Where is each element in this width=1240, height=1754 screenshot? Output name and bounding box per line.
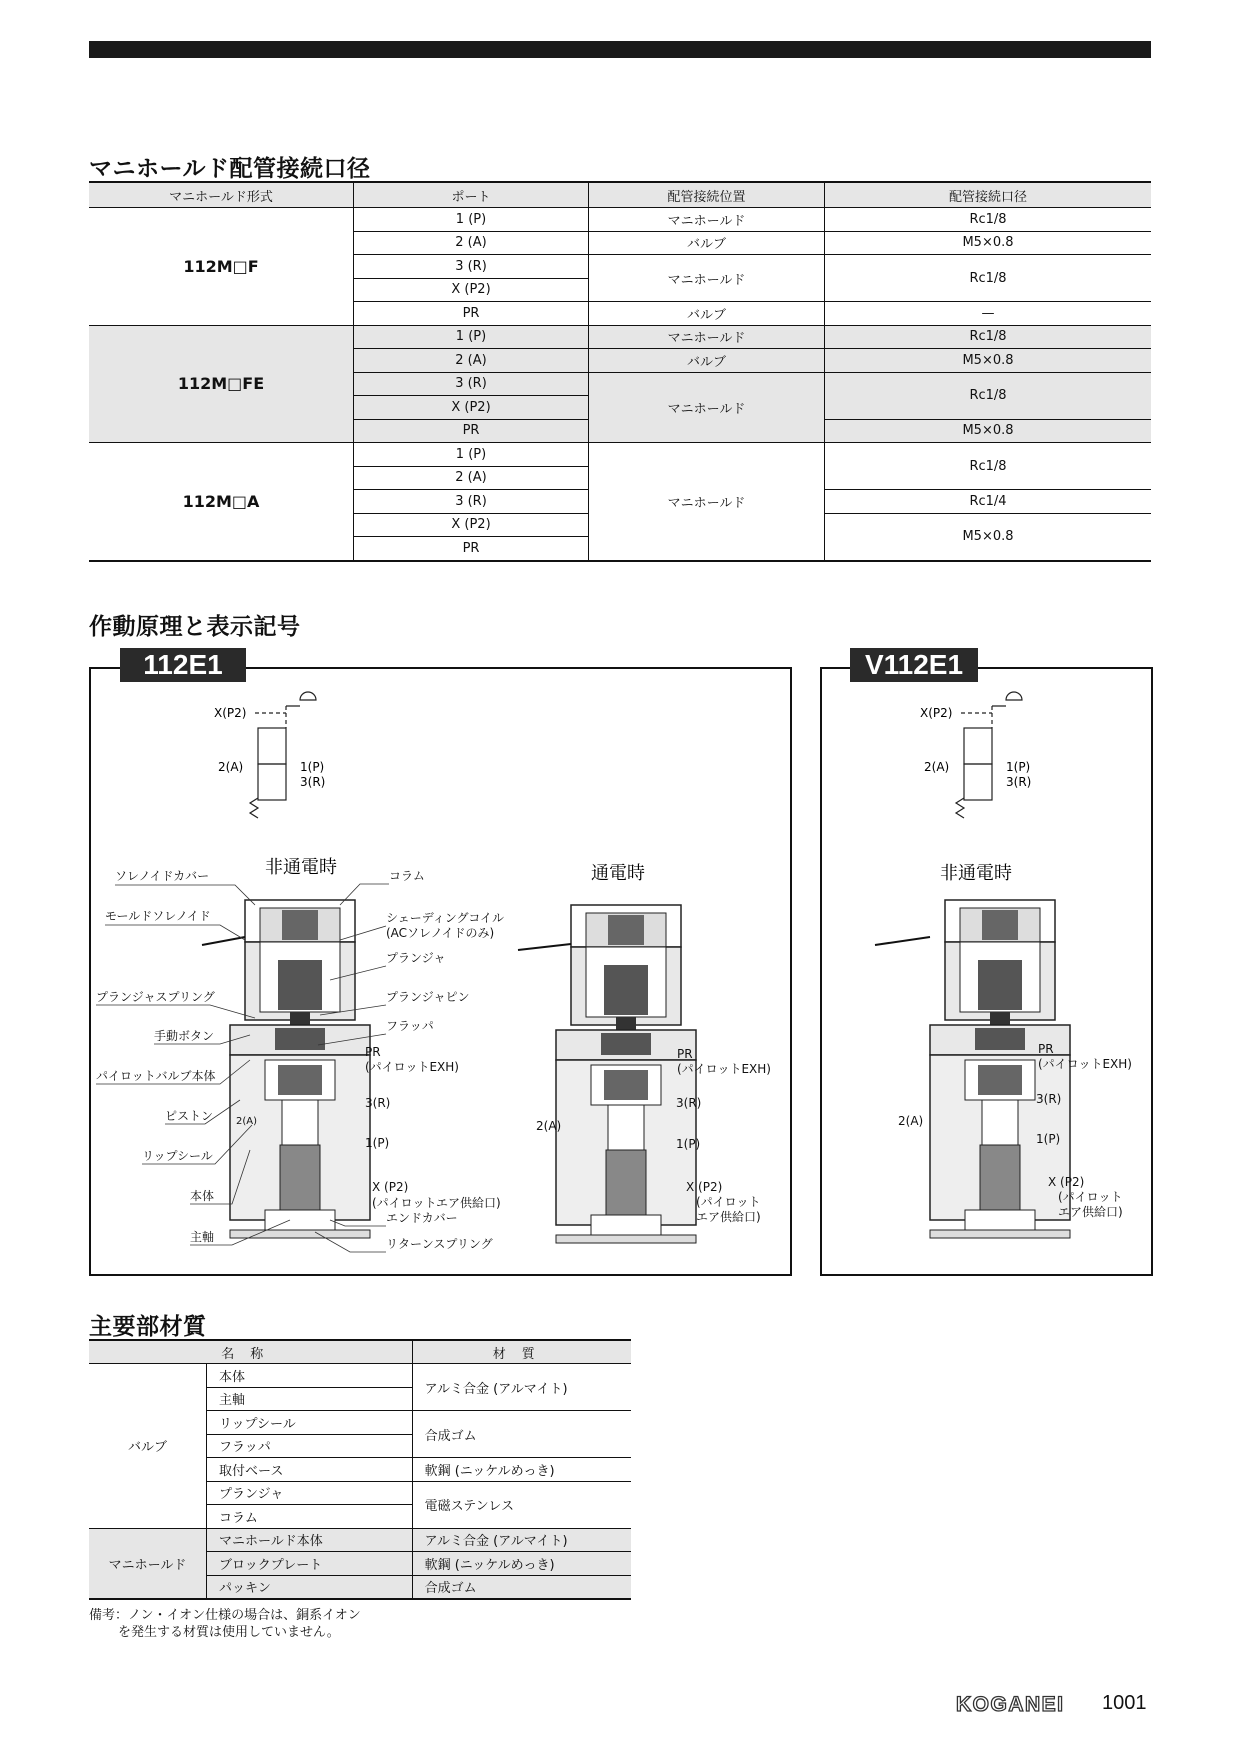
part-cell: リップシール xyxy=(207,1411,413,1435)
symbol-a-label: 2(A) xyxy=(218,760,244,774)
panel-v112e1-tag: V112E1 xyxy=(850,648,978,682)
state-on-label: 通電時 xyxy=(591,863,645,884)
size-cell: Rc1/8 xyxy=(825,325,1152,349)
label-plunger-spring: プランジャスプリング xyxy=(96,990,215,1004)
position-cell: バルブ xyxy=(589,231,825,255)
header-cell: 配管接続口径 xyxy=(825,182,1152,208)
label-flapper: フラッパ xyxy=(386,1019,434,1033)
table-header xyxy=(89,1340,631,1364)
materials-table xyxy=(89,1339,631,1600)
materials-section-title: 主要部材質 xyxy=(89,1314,207,1340)
label-plunger-pin: プランジャピン xyxy=(386,990,470,1004)
label-end-cover: エンドカバー xyxy=(386,1211,458,1225)
brand-logo: KOGANEI xyxy=(956,1693,1065,1716)
port-pilot-exh-off: (パイロットEXH) xyxy=(365,1060,459,1074)
part-cell: コラム xyxy=(207,1505,413,1529)
v-port-pilot-exh: (パイロットEXH) xyxy=(1038,1057,1132,1071)
port-cell: X (P2) xyxy=(354,513,589,537)
part-cell: ブロックプレート xyxy=(207,1552,413,1576)
table-row xyxy=(89,1364,631,1388)
size-cell: M5×0.8 xyxy=(825,349,1152,373)
size-cell: Rc1/8 xyxy=(825,255,1152,302)
part-cell: 取付ベース xyxy=(207,1458,413,1482)
v-symbol-p-label: 1(P) xyxy=(1006,760,1031,774)
port-cell: PR xyxy=(354,302,589,326)
state-off-label: 非通電時 xyxy=(265,857,337,878)
position-cell: マニホールド xyxy=(589,443,825,561)
position-cell: マニホールド xyxy=(589,208,825,232)
label-pilot-valve-body: パイロットバルブ本体 xyxy=(96,1069,216,1083)
label-molded-solenoid: モールドソレノイド xyxy=(105,909,211,923)
material-cell: アルミ合金 (アルマイト) xyxy=(412,1528,631,1552)
label-solenoid-cover: ソレノイドカバー xyxy=(115,869,210,883)
valve-off-drawing xyxy=(230,900,370,1238)
v-port-pilot2: エア供給口) xyxy=(1058,1205,1123,1219)
v-symbol-a-label: 2(A) xyxy=(924,760,950,774)
size-cell: M5×0.8 xyxy=(825,231,1152,255)
port-cell: 1 (P) xyxy=(354,208,589,232)
part-cell: マニホールド本体 xyxy=(207,1528,413,1552)
position-cell: バルブ xyxy=(589,349,825,373)
v-port-pilot1: (パイロット xyxy=(1058,1190,1123,1204)
group-cell: バルブ xyxy=(89,1364,207,1529)
part-cell: 主軸 xyxy=(207,1387,413,1411)
v-symbol-x-label: X(P2) xyxy=(920,706,953,720)
model-cell: 112M□F xyxy=(89,208,354,326)
port-r-off: 3(R) xyxy=(365,1096,391,1110)
part-cell: プランジャ xyxy=(207,1481,413,1505)
label-return-spring: リターンスプリング xyxy=(386,1237,493,1251)
v-port-a: 2(A) xyxy=(898,1114,924,1128)
port-pilot2-on: エア供給口) xyxy=(696,1210,761,1224)
v-port-pr: PR xyxy=(1038,1042,1054,1056)
position-cell: バルブ xyxy=(589,302,825,326)
symbol-r-label: 3(R) xyxy=(300,775,326,789)
material-cell: 合成ゴム xyxy=(412,1411,631,1458)
header-cell: 配管接続位置 xyxy=(589,182,825,208)
port-cell: 1 (P) xyxy=(354,443,589,467)
material-cell: 電磁ステンレス xyxy=(412,1481,631,1528)
manifold-section-title: マニホールド配管接続口径 xyxy=(89,156,371,182)
label-lip-seal: リップシール xyxy=(142,1149,213,1163)
port-cell: 3 (R) xyxy=(354,255,589,279)
size-cell: Rc1/8 xyxy=(825,208,1152,232)
port-pilot-exh-on: (パイロットEXH) xyxy=(677,1062,771,1076)
group-cell: マニホールド xyxy=(89,1528,207,1599)
material-cell: アルミ合金 (アルマイト) xyxy=(412,1364,631,1411)
port-p-off: 1(P) xyxy=(365,1136,390,1150)
header-cell: 材質 xyxy=(412,1340,631,1364)
label-ac-only: (ACソレノイドのみ) xyxy=(386,926,495,940)
symbol-p-label: 1(P) xyxy=(300,760,325,774)
port-cell: X (P2) xyxy=(354,396,589,420)
label-pilot-air-supply: (パイロットエア供給口) xyxy=(372,1196,501,1210)
v-port-x: X (P2) xyxy=(1048,1175,1085,1189)
header-cell: ポート xyxy=(354,182,589,208)
port-x-off: X (P2) xyxy=(372,1180,409,1194)
port-cell: PR xyxy=(354,537,589,561)
port-pr-on: PR xyxy=(677,1047,693,1061)
label-piston: ピストン xyxy=(165,1109,214,1123)
header-cell: 名称 xyxy=(89,1340,412,1364)
port-a-on: 2(A) xyxy=(536,1119,562,1133)
port-cell: 3 (R) xyxy=(354,372,589,396)
symbol-x-label: X(P2) xyxy=(214,706,247,720)
panel-112e1-tag: 112E1 xyxy=(120,648,246,682)
principle-section-title: 作動原理と表示記号 xyxy=(89,614,301,640)
label-plunger: プランジャ xyxy=(386,951,446,965)
valve-on-drawing xyxy=(556,905,696,1243)
v-state-off-label: 非通電時 xyxy=(940,863,1012,884)
v-port-r: 3(R) xyxy=(1036,1092,1062,1106)
part-cell: フラッパ xyxy=(207,1434,413,1458)
port-cell: PR xyxy=(354,419,589,443)
size-cell: Rc1/8 xyxy=(825,443,1152,490)
label-shading-coil: シェーディングコイル xyxy=(386,911,504,925)
v-port-p: 1(P) xyxy=(1036,1132,1061,1146)
model-cell: 112M□A xyxy=(89,443,354,561)
port-cell: 1 (P) xyxy=(354,325,589,349)
label-column: コラム xyxy=(389,869,425,883)
material-cell: 軟鋼 (ニッケルめっき) xyxy=(412,1458,631,1482)
size-cell: M5×0.8 xyxy=(825,513,1152,561)
size-cell: — xyxy=(825,302,1152,326)
port-pilot1-on: (パイロット xyxy=(696,1195,761,1209)
note-line-2: を発生する材質は使用していません。 xyxy=(118,1625,340,1640)
position-cell: マニホールド xyxy=(589,372,825,443)
label-manual-button: 手動ボタン xyxy=(154,1029,215,1043)
position-cell: マニホールド xyxy=(589,325,825,349)
port-r-on: 3(R) xyxy=(676,1096,702,1110)
port-cell: 3 (R) xyxy=(354,490,589,514)
size-cell: Rc1/8 xyxy=(825,372,1152,419)
model-cell: 112M□FE xyxy=(89,325,354,443)
header-cell: マニホールド形式 xyxy=(89,182,354,208)
port-x-on: X (P2) xyxy=(686,1180,723,1194)
port-p-on: 1(P) xyxy=(676,1137,701,1151)
size-cell: Rc1/4 xyxy=(825,490,1152,514)
size-cell: M5×0.8 xyxy=(825,419,1152,443)
port-cell: X (P2) xyxy=(354,278,589,302)
material-cell: 合成ゴム xyxy=(412,1575,631,1599)
table-row xyxy=(89,1528,631,1552)
material-cell: 軟鋼 (ニッケルめっき) xyxy=(412,1552,631,1576)
page-number: 1001 xyxy=(1102,1692,1147,1714)
part-cell: 本体 xyxy=(207,1364,413,1388)
port-pr-off: PR xyxy=(365,1045,381,1059)
port-a-off: 2(A) xyxy=(236,1116,258,1127)
port-cell: 2 (A) xyxy=(354,466,589,490)
label-body: 本体 xyxy=(190,1189,215,1203)
note xyxy=(89,1607,361,1641)
port-cell: 2 (A) xyxy=(354,231,589,255)
part-cell: パッキン xyxy=(207,1575,413,1599)
label-main-shaft: 主軸 xyxy=(190,1230,215,1244)
v-symbol-r-label: 3(R) xyxy=(1006,775,1032,789)
note-line-1: 備考：ノン・イオン仕様の場合は、銅系イオン xyxy=(89,1608,361,1623)
port-cell: 2 (A) xyxy=(354,349,589,373)
position-cell: マニホールド xyxy=(589,255,825,302)
